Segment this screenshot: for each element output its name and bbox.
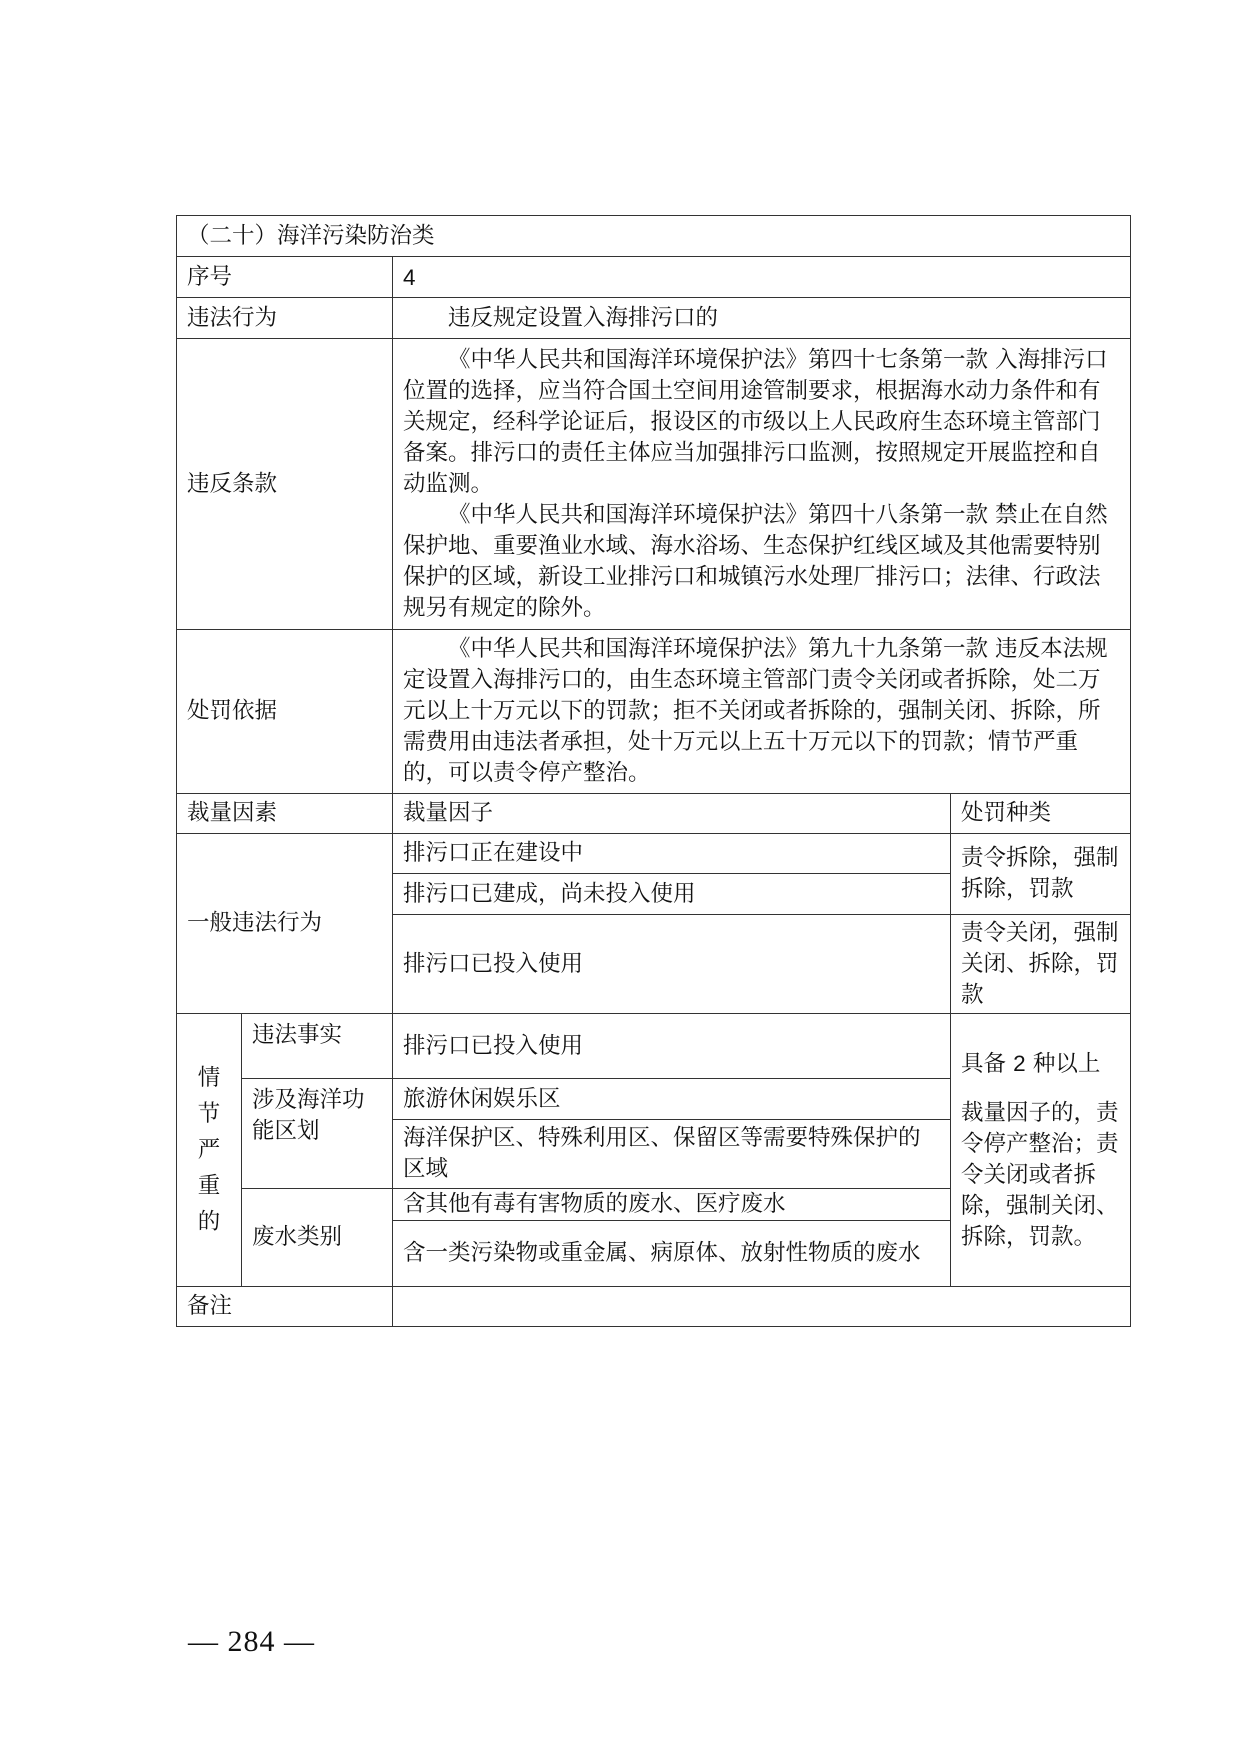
penalty-type-header: 处罚种类 [951,794,1131,834]
factor-item-header: 裁量因子 [393,794,951,834]
waste-label: 废水类别 [242,1189,393,1287]
serious-label: 情 节 严 重 的 [177,1014,242,1287]
waste-item: 含其他有毒有害物质的废水、医疗废水 [393,1189,951,1221]
penalty-basis-text: 《中华人民共和国海洋环境保护法》第九十九条第一款 违反本法规定设置入海排污口的，由生态环境主管部门责令关闭或者拆除，处二万元以上十万元以下的罚款；拒不关闭或者拆除的，强制关闭、拆除，所需费用由违法者承担，处十万元以上五十万元以下的罚款；情节严重的，可以责令停产整治。 [393,630,1131,794]
clause-text [393,339,1131,630]
general-label: 一般违法行为 [177,834,393,1014]
general-penalty-1: 责令拆除，强制拆除，罚款 [951,834,1131,915]
section-title: （二十）海洋污染防治类 [177,216,1131,257]
note-label: 备注 [177,1287,393,1327]
zone-label: 涉及海洋功能区划 [242,1079,393,1189]
serial-value: 4 [393,257,1131,298]
zone-item: 海洋保护区、特殊利用区、保留区等需要特殊保护的区域 [393,1120,951,1189]
penalty-basis-label: 处罚依据 [177,630,393,794]
violation-label: 违法行为 [177,298,393,339]
clause-paragraph: 《中华人民共和国海洋环境保护法》第四十八条第一款 禁止在自然保护地、重要渔业水域、海水浴场、生态保护红线区域及其他需要特别保护的区域，新设工业排污口和城镇污水处理厂排污口；法律、行政法规另有规定的除外。 [403,501,1108,621]
page-number: — 284 — [188,1625,315,1658]
serial-label: 序号 [177,257,393,298]
fact-label: 违法事实 [242,1014,393,1079]
general-item: 排污口正在建设中 [393,834,951,874]
fact-item: 排污口已投入使用 [393,1014,951,1079]
penalty-table [176,215,1131,1327]
note-value [393,1287,1131,1327]
serious-penalty: 具备 2 种以上 裁量因子的，责令停产整治；责令关闭或者拆除，强制关闭、拆除，罚款。 [951,1014,1131,1287]
general-penalty-2: 责令关闭，强制关闭、拆除，罚款 [951,915,1131,1014]
general-item: 排污口已建成，尚未投入使用 [393,874,951,915]
clause-paragraph: 《中华人民共和国海洋环境保护法》第四十七条第一款 入海排污口位置的选择，应当符合国土空间用途管制要求，根据海水动力条件和有关规定，经科学论证后，报设区的市级以上人民政府生态环境主管部门备案。排污口的责任主体应当加强排污口监测，按照规定开展监控和自动监测。 [403,346,1108,497]
general-item: 排污口已投入使用 [393,915,951,1014]
clause-label: 违反条款 [177,339,393,630]
factor-header: 裁量因素 [177,794,393,834]
waste-item: 含一类污染物或重金属、病原体、放射性物质的废水 [393,1221,951,1287]
zone-item: 旅游休闲娱乐区 [393,1079,951,1120]
violation-value: 违反规定设置入海排污口的 [393,298,1131,339]
